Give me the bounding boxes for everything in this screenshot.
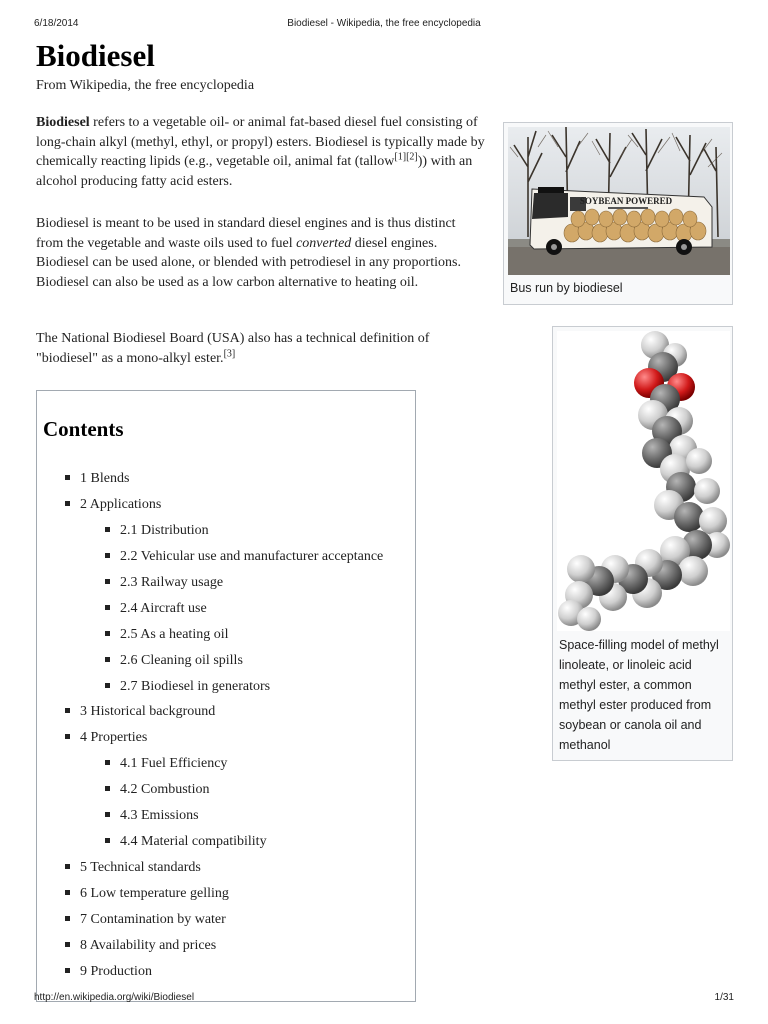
print-date: 6/18/2014 bbox=[34, 18, 79, 29]
bus-image[interactable] bbox=[508, 127, 730, 275]
intro-paragraph bbox=[36, 113, 486, 191]
toc-item-production[interactable]: 9 Production bbox=[65, 963, 152, 981]
toc-item-distribution[interactable]: 2.1 Distribution bbox=[105, 522, 209, 540]
toc-item-properties[interactable]: 4 Properties bbox=[65, 729, 147, 747]
bullet-icon bbox=[65, 475, 70, 480]
bullet-icon bbox=[105, 760, 110, 765]
bullet-icon bbox=[65, 916, 70, 921]
toc-item-combustion[interactable]: 4.2 Combustion bbox=[105, 781, 209, 799]
bullet-icon bbox=[65, 708, 70, 713]
para2-text-a: Biodiesel is meant to be used in standard diesel engines and is thus distinct from the vegetable and waste oils used to fuel bbox=[36, 216, 456, 251]
bullet-icon bbox=[105, 553, 110, 558]
toc-item-emissions[interactable]: 4.3 Emissions bbox=[105, 807, 199, 825]
para2-text-b: diesel engines. Biodiesel can be used alone, or blended with petrodiesel in any proportions. Biodiesel can also be used as a low carbon alternative to heating oil. bbox=[36, 235, 461, 290]
bullet-icon bbox=[105, 527, 110, 532]
toc-item-heating-oil[interactable]: 2.5 As a heating oil bbox=[105, 626, 229, 644]
citation-2[interactable]: [2] bbox=[406, 151, 418, 163]
bus-caption: Bus run by biodiesel bbox=[510, 281, 623, 295]
bullet-icon bbox=[105, 683, 110, 688]
bullet-icon bbox=[65, 942, 70, 947]
bullet-icon bbox=[105, 631, 110, 636]
bullet-icon bbox=[105, 786, 110, 791]
bus-sign-text: SOYBEAN POWERED bbox=[579, 196, 673, 206]
toc-item-generators[interactable]: 2.7 Biodiesel in generators bbox=[105, 678, 270, 696]
toc-item-historical-background[interactable]: 3 Historical background bbox=[65, 703, 215, 721]
toc-item-technical-standards[interactable]: 5 Technical standards bbox=[65, 859, 201, 877]
molecule-caption: Space-filling model of methyl linoleate, or linoleic acid methyl ester, a common methyl ester produced from soybean or canola oil and methanol bbox=[559, 638, 719, 752]
para3-text: The National Biodiesel Board (USA) also has a technical definition of "biodiesel" as a mono-alkyl ester. bbox=[36, 331, 430, 366]
citation-3[interactable]: [3] bbox=[223, 347, 236, 359]
toc-item-low-temperature-gelling[interactable]: 6 Low temperature gelling bbox=[65, 885, 229, 903]
toc-item-blends[interactable]: 1 Blends bbox=[65, 470, 129, 488]
toc-item-contamination-by-water[interactable]: 7 Contamination by water bbox=[65, 911, 226, 929]
toc-item-aircraft-use[interactable]: 2.4 Aircraft use bbox=[105, 600, 207, 618]
paragraph-2 bbox=[36, 214, 486, 292]
print-title: Biodiesel - Wikipedia, the free encyclopedia bbox=[287, 18, 481, 29]
toc-item-vehicular-use[interactable]: 2.2 Vehicular use and manufacturer acceptance bbox=[105, 548, 383, 566]
print-footer bbox=[34, 992, 734, 1006]
toc-title: Contents bbox=[43, 417, 124, 441]
intro-text-a: refers to a vegetable oil- or animal fat-based diesel fuel consisting of long-chain alkyl (methyl, ethyl, or propyl) esters. Biodiesel is typically made by chemically reacting lipids (e.g., vegetable oil, animal fat (tallow bbox=[36, 115, 485, 169]
page-title: Biodiesel bbox=[36, 38, 155, 73]
print-page-number: 1/31 bbox=[714, 992, 734, 1003]
print-header bbox=[34, 18, 734, 32]
intro-text-b: )) with an alcohol producing fatty acid esters. bbox=[36, 154, 473, 189]
bus-figure bbox=[503, 122, 733, 305]
table-of-contents bbox=[36, 390, 416, 1002]
toc-item-railway-usage[interactable]: 2.3 Railway usage bbox=[105, 574, 223, 592]
bullet-icon bbox=[105, 812, 110, 817]
molecule-image[interactable] bbox=[557, 331, 730, 631]
tagline: From Wikipedia, the free encyclopedia bbox=[36, 78, 255, 93]
citation-1[interactable]: [1] bbox=[394, 151, 407, 163]
bullet-icon bbox=[105, 838, 110, 843]
print-url: http://en.wikipedia.org/wiki/Biodiesel bbox=[34, 992, 195, 1003]
bullet-icon bbox=[105, 657, 110, 662]
toc-item-applications[interactable]: 2 Applications bbox=[65, 496, 161, 514]
para2-italic: converted bbox=[296, 235, 352, 251]
toc-item-cleaning-oil-spills[interactable]: 2.6 Cleaning oil spills bbox=[105, 652, 243, 670]
molecule-figure bbox=[552, 326, 733, 761]
toc-item-fuel-efficiency[interactable]: 4.1 Fuel Efficiency bbox=[105, 755, 227, 773]
bullet-icon bbox=[65, 734, 70, 739]
bullet-icon bbox=[65, 968, 70, 973]
intro-bold-term: Biodiesel bbox=[36, 115, 90, 130]
bullet-icon bbox=[105, 579, 110, 584]
bullet-icon bbox=[65, 864, 70, 869]
bullet-icon bbox=[105, 605, 110, 610]
toc-item-availability-prices[interactable]: 8 Availability and prices bbox=[65, 937, 216, 955]
bullet-icon bbox=[65, 501, 70, 506]
toc-item-material-compatibility[interactable]: 4.4 Material compatibility bbox=[105, 833, 267, 851]
bullet-icon bbox=[65, 890, 70, 895]
paragraph-3 bbox=[36, 329, 486, 368]
